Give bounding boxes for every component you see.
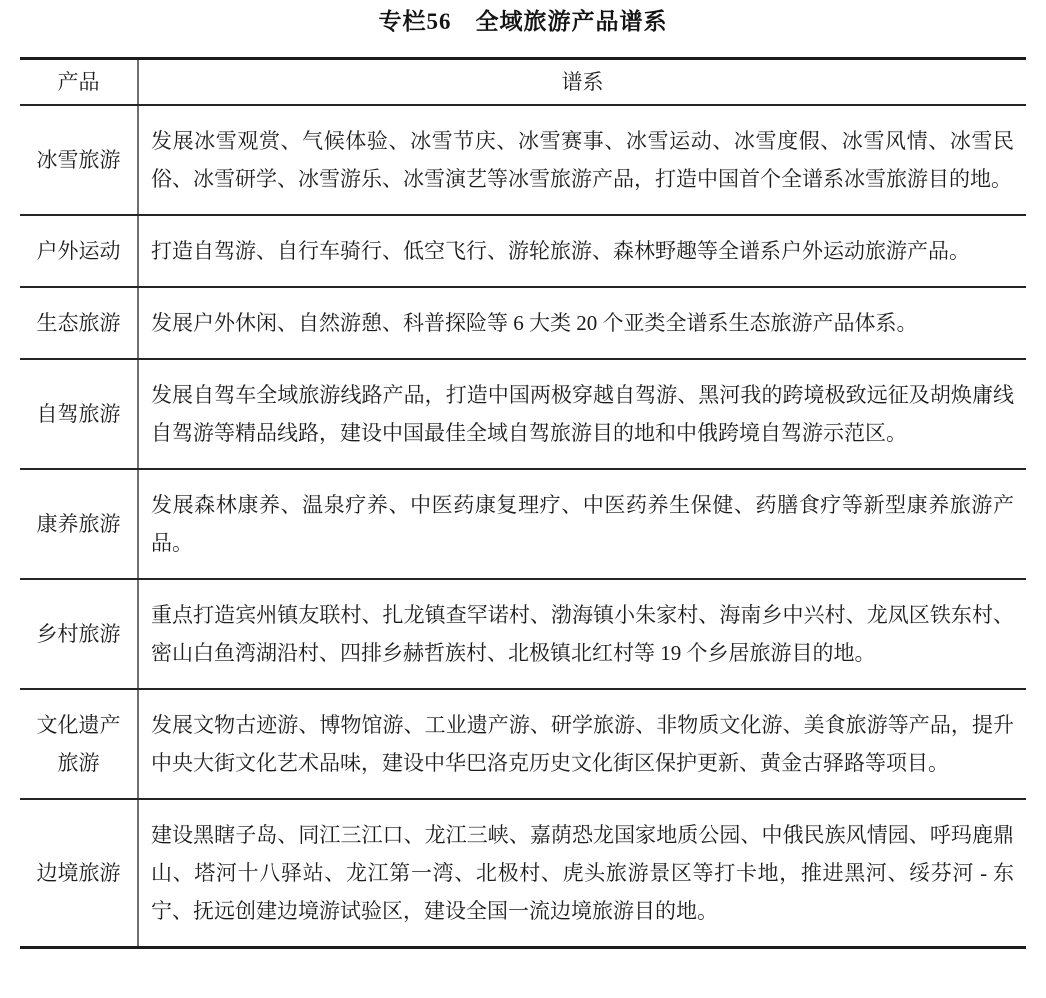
product-cell: 自驾旅游 <box>20 360 139 468</box>
spectrum-cell: 发展冰雪观赏、气候体验、冰雪节庆、冰雪赛事、冰雪运动、冰雪度假、冰雪风情、冰雪民俗、冰雪研学、冰雪游乐、冰雪演艺等冰雪旅游产品，打造中国首个全谱系冰雪旅游目的地。 <box>151 129 1014 191</box>
table-row-ice-snow <box>20 104 1026 214</box>
spectrum-cell: 发展户外休闲、自然游憩、科普探险等 6 大类 20 个亚类全谱系生态旅游产品体系。 <box>151 311 918 335</box>
product-cell: 康养旅游 <box>20 470 139 578</box>
header-cell-spectrum: 谱系 <box>561 70 604 94</box>
product-cell: 生态旅游 <box>20 288 139 358</box>
page-title: 专栏56 全域旅游产品谱系 <box>378 9 668 34</box>
table-row-self-driving <box>20 358 1026 468</box>
spectrum-cell: 发展森林康养、温泉疗养、中医药康复理疗、中医药养生保健、药膳食疗等新型康养旅游产品。 <box>151 493 1014 555</box>
spectrum-cell: 发展自驾车全域旅游线路产品，打造中国两极穿越自驾游、黑河我的跨境极致远征及胡焕庸线自驾游等精品线路，建设中国最佳全域自驾旅游目的地和中俄跨境自驾游示范区。 <box>151 383 1014 445</box>
table-row-rural <box>20 578 1026 688</box>
product-spectrum-table <box>20 57 1026 949</box>
product-cell: 文化遗产旅游 <box>20 690 139 798</box>
table-header-row <box>20 60 1026 104</box>
product-cell: 户外运动 <box>20 216 139 286</box>
table-row-eco-tourism <box>20 286 1026 358</box>
product-cell: 边境旅游 <box>20 800 139 946</box>
header-cell-product: 产品 <box>20 60 139 104</box>
product-cell: 冰雪旅游 <box>20 106 139 214</box>
table-row-border <box>20 798 1026 946</box>
spectrum-cell: 建设黑瞎子岛、同江三江口、龙江三峡、嘉荫恐龙国家地质公园、中俄民族风情园、呼玛鹿鼎山、塔河十八驿站、龙江第一湾、北极村、虎头旅游景区等打卡地，推进黑河、绥芬河 - 东宁、抚远创建边境游试验区，建设全国一流边境旅游目的地。 <box>151 823 1014 923</box>
table-row-wellness <box>20 468 1026 578</box>
table-row-outdoor-sports <box>20 214 1026 286</box>
product-cell: 乡村旅游 <box>20 580 139 688</box>
table-row-cultural-heritage <box>20 688 1026 798</box>
spectrum-cell: 打造自驾游、自行车骑行、低空飞行、游轮旅游、森林野趣等全谱系户外运动旅游产品。 <box>151 239 970 263</box>
spectrum-cell: 重点打造宾州镇友联村、扎龙镇查罕诺村、渤海镇小朱家村、海南乡中兴村、龙凤区铁东村、密山白鱼湾湖沿村、四排乡赫哲族村、北极镇北红村等 19 个乡居旅游目的地。 <box>151 603 1014 665</box>
spectrum-cell: 发展文物古迹游、博物馆游、工业遗产游、研学旅游、非物质文化游、美食旅游等产品，提升中央大街文化艺术品味，建设中华巴洛克历史文化街区保护更新、黄金古驿路等项目。 <box>151 713 1014 775</box>
